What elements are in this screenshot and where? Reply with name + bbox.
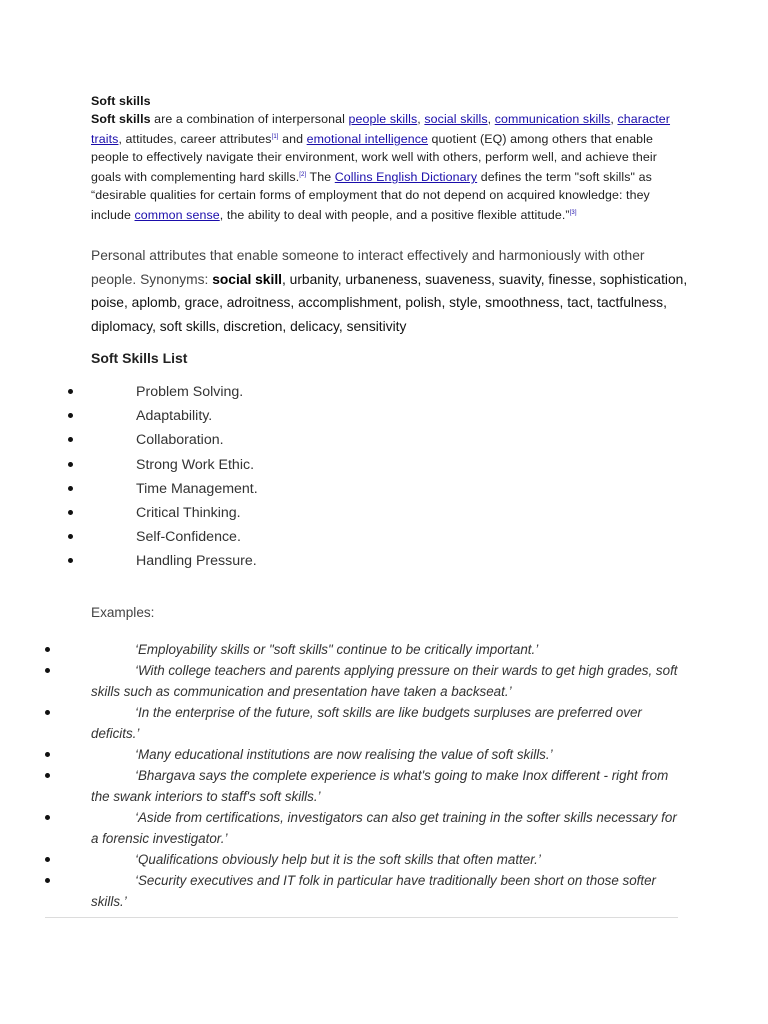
intro-paragraph (91, 110, 681, 224)
citation-3[interactable]: [3] (569, 210, 577, 217)
lead-term: Soft skills (91, 112, 151, 126)
citation-2[interactable]: [2] (299, 172, 307, 179)
intro-section (91, 92, 681, 224)
bullet-icon (68, 510, 73, 515)
list-item (0, 765, 683, 807)
bullet-icon (45, 857, 50, 862)
bullet-icon (68, 486, 73, 491)
link-collins-dictionary[interactable]: Collins English Dictionary (334, 170, 478, 185)
list-item (0, 702, 683, 744)
link-emotional-intelligence[interactable]: emotional intelligence (306, 132, 429, 147)
citation-1[interactable]: [1] (271, 134, 279, 140)
list-item (0, 430, 700, 454)
section-heading: Soft skills (91, 94, 151, 108)
bullet-icon (45, 647, 50, 652)
definition-text: Personal attributes that enable someone to interact effectively and harmoniously with other people. Synonyms: (91, 248, 645, 287)
bullet-icon (45, 710, 50, 715)
examples-list (0, 639, 720, 912)
synonym-bold: social skill (212, 271, 282, 287)
bullet-icon (45, 878, 50, 883)
skill-label: Strong Work Ethic. (136, 456, 255, 473)
text-fragment: and (278, 132, 307, 147)
list-item (0, 382, 700, 406)
bullet-icon (45, 668, 50, 673)
text-fragment: defines the term "soft skills" as “desirable qualities for certain forms of employment that do not depend on acquired knowledge: they include (91, 170, 652, 223)
definition-paragraph (91, 244, 691, 338)
bullet-icon (68, 462, 73, 467)
list-item (0, 455, 700, 479)
bullet-icon (45, 815, 50, 820)
list-item (0, 527, 700, 551)
list-item (0, 479, 700, 503)
skill-label: Time Management. (136, 480, 258, 497)
list-item (0, 744, 683, 765)
skill-label: Critical Thinking. (136, 504, 241, 521)
text-fragment: quotient (EQ) among others that enable people to effectively navigate their environment, work well with others, perform well, and achieve their goals with complementing hard skills. (91, 132, 657, 185)
example-text: ‘Bhargava says the complete experience is what's going to make Inox different - right from the swank interiors to staff's soft skills.’ (91, 768, 669, 804)
text-fragment: , the ability to deal with people, and a positive flexible attitude.” (219, 208, 570, 223)
divider (45, 917, 678, 918)
text-fragment: The (306, 170, 335, 185)
example-text: ‘With college teachers and parents applying pressure on their wards to get high grades, soft skills such as communication and presentation have taken a backseat.’ (91, 663, 678, 699)
synonym-list: , urbanity, urbaneness, suaveness, suavity, finesse, sophistication, poise, aplomb, grace, adroitness, accomplishment, polish, style, smoothness, tact, tactfulness, diplomacy, soft skills, discretion, delicacy, sensitivity (91, 271, 688, 334)
example-text: ‘In the enterprise of the future, soft skills are like budgets surpluses are preferred over deficits.’ (91, 705, 642, 741)
bullet-icon (45, 773, 50, 778)
text-fragment: are a combination of interpersonal (150, 112, 349, 126)
list-item (0, 503, 700, 527)
link-communication-skills[interactable]: communication skills (494, 112, 611, 126)
skills-list-title: Soft Skills List (91, 350, 188, 366)
link-social-skills[interactable]: social skills (424, 112, 488, 126)
list-item (0, 807, 683, 849)
list-item (0, 870, 683, 912)
example-text: ‘Aside from certifications, investigators can also get training in the softer skills necessary for a forensic investigator.’ (91, 810, 677, 846)
bullet-icon (68, 389, 73, 394)
examples-label: Examples: (91, 605, 155, 620)
example-text: ‘Employability skills or "soft skills" continue to be critically important.’ (135, 642, 539, 657)
list-item (0, 406, 700, 430)
list-item (0, 660, 683, 702)
bullet-icon (68, 534, 73, 539)
list-item (0, 551, 700, 575)
skills-list (0, 382, 700, 576)
link-common-sense[interactable]: common sense (134, 208, 220, 223)
skill-label: Problem Solving. (136, 384, 244, 400)
list-item (0, 639, 683, 660)
bullet-icon (45, 752, 50, 757)
bullet-icon (68, 558, 73, 563)
text-fragment: , attitudes, career attributes (118, 132, 272, 147)
skill-label: Adaptability. (136, 408, 213, 425)
text-fragment: , (487, 112, 495, 126)
example-text: ‘Qualifications obviously help but it is the soft skills that often matter.’ (135, 852, 541, 867)
list-item (0, 849, 683, 870)
text-fragment: , (417, 112, 425, 126)
bullet-icon (68, 413, 73, 418)
link-people-skills[interactable]: people skills (348, 112, 418, 126)
skill-label: Self-Confidence. (136, 529, 241, 546)
skill-label: Collaboration. (136, 432, 224, 449)
text-fragment: , (610, 112, 618, 126)
link-character-traits[interactable]: character traits (91, 112, 671, 147)
example-text: ‘Security executives and IT folk in particular have traditionally been short on those softer skills.’ (91, 873, 657, 909)
example-text: ‘Many educational institutions are now realising the value of soft skills.’ (135, 747, 553, 762)
skill-label: Handling Pressure. (136, 553, 257, 570)
bullet-icon (68, 437, 73, 442)
